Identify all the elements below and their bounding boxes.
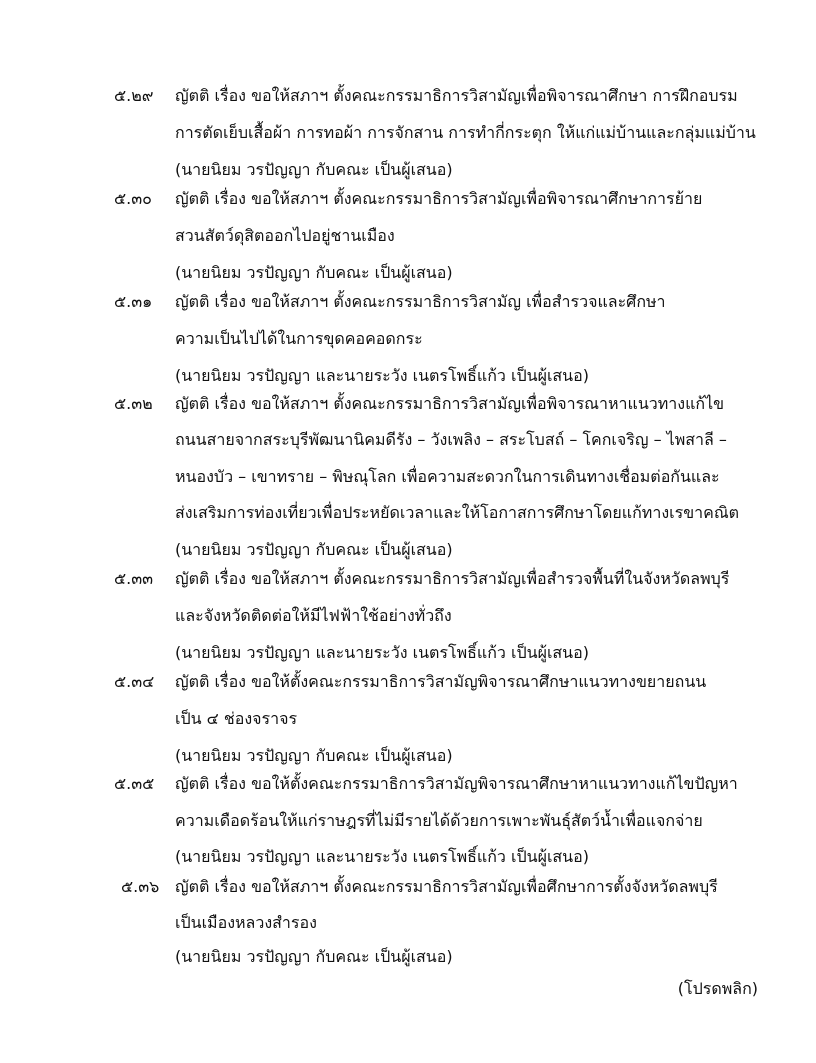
item-proposer: (นายนิยม วรปัญญา กับคณะ เป็นผู้เสนอ) [175, 746, 453, 765]
item-proposer: (นายนิยม วรปัญญา กับคณะ เป็นผู้เสนอ) [175, 540, 453, 559]
item-line: หนองบัว – เขาทราย – พิษณุโลก เพื่อความสะดวกในการเดินทางเชื่อมต่อกันและ [175, 467, 720, 486]
item-line: ญัตติ เรื่อง ขอให้ตั้งคณะกรรมาธิการวิสามัญพิจารณาศึกษาแนวทางขยายถนน [175, 672, 707, 691]
item-number: ๕.๒๙ [114, 86, 154, 105]
item-line: ญัตติ เรื่อง ขอให้สภาฯ ตั้งคณะกรรมาธิการวิสามัญเพื่อสำรวจพื้นที่ในจังหวัดลพบุรี [175, 569, 730, 588]
item-number: ๕.๓๒ [114, 394, 153, 413]
item-line: ญัตติ เรื่อง ขอให้สภาฯ ตั้งคณะกรรมาธิการวิสามัญ เพื่อสำรวจและศึกษา [175, 292, 666, 311]
item-line: เป็นเมืองหลวงสำรอง [175, 913, 317, 932]
item-line: ความเดือดร้อนให้แก่ราษฎรที่ไม่มีรายได้ด้วยการเพาะพันธุ์สัตว์น้ำเพื่อแจกจ่าย [175, 811, 703, 830]
item-number: ๕.๓๔ [114, 672, 155, 691]
item-proposer: (นายนิยม วรปัญญา และนายระวัง เนตรโพธิ์แก้ว เป็นผู้เสนอ) [175, 847, 589, 866]
turn-page-note: (โปรดพลิก) [677, 979, 758, 998]
item-proposer: (นายนิยม วรปัญญา กับคณะ เป็นผู้เสนอ) [175, 160, 453, 179]
item-number: ๕.๓๕ [114, 774, 155, 793]
item-line: ญัตติ เรื่อง ขอให้สภาฯ ตั้งคณะกรรมาธิการวิสามัญเพื่อศึกษาการตั้งจังหวัดลพบุรี [175, 877, 718, 896]
item-line: ความเป็นไปได้ในการขุดคอคอดกระ [175, 329, 423, 348]
item-line: และจังหวัดติดต่อให้มีไฟฟ้าใช้อย่างทั่วถึง [175, 606, 452, 625]
item-line: ญัตติ เรื่อง ขอให้สภาฯ ตั้งคณะกรรมาธิการวิสามัญเพื่อพิจารณาศึกษา การฝึกอบรม [175, 86, 738, 105]
item-line: ญัตติ เรื่อง ขอให้สภาฯ ตั้งคณะกรรมาธิการวิสามัญเพื่อพิจารณาศึกษาการย้าย [175, 189, 703, 208]
item-line: สวนสัตว์ดุสิตออกไปอยู่ชานเมือง [175, 226, 395, 245]
item-line: เป็น ๔ ช่องจราจร [175, 709, 298, 728]
item-line: ญัตติ เรื่อง ขอให้สภาฯ ตั้งคณะกรรมาธิการวิสามัญเพื่อพิจารณาหาแนวทางแก้ไข [175, 394, 725, 413]
item-line: ถนนสายจากสระบุรีพัฒนานิคมดีรัง – วังเพลิง – สระโบสถ์ – โคกเจริญ – ไพสาลี – [175, 430, 727, 449]
item-line: การตัดเย็บเสื้อผ้า การทอผ้า การจักสาน การทำกี่กระตุก ให้แก่แม่บ้านและกลุ่มแม่บ้าน [175, 123, 756, 142]
item-proposer: (นายนิยม วรปัญญา และนายระวัง เนตรโพธิ์แก้ว เป็นผู้เสนอ) [175, 366, 589, 385]
item-proposer: (นายนิยม วรปัญญา กับคณะ เป็นผู้เสนอ) [175, 947, 453, 966]
item-proposer: (นายนิยม วรปัญญา กับคณะ เป็นผู้เสนอ) [175, 263, 453, 282]
item-line: ญัตติ เรื่อง ขอให้ตั้งคณะกรรมาธิการวิสามัญพิจารณาศึกษาหาแนวทางแก้ไขปัญหา [175, 774, 738, 793]
item-number: ๕.๓๓ [114, 569, 154, 588]
item-line: ส่งเสริมการท่องเที่ยวเพื่อประหยัดเวลาและให้โอกาสการศึกษาโดยแก้ทางเรขาคณิต [175, 503, 740, 522]
item-number: ๕.๓๖ [121, 877, 160, 896]
item-number: ๕.๓๑ [114, 292, 153, 311]
item-number: ๕.๓๐ [114, 189, 152, 208]
item-proposer: (นายนิยม วรปัญญา และนายระวัง เนตรโพธิ์แก้ว เป็นผู้เสนอ) [175, 643, 589, 662]
